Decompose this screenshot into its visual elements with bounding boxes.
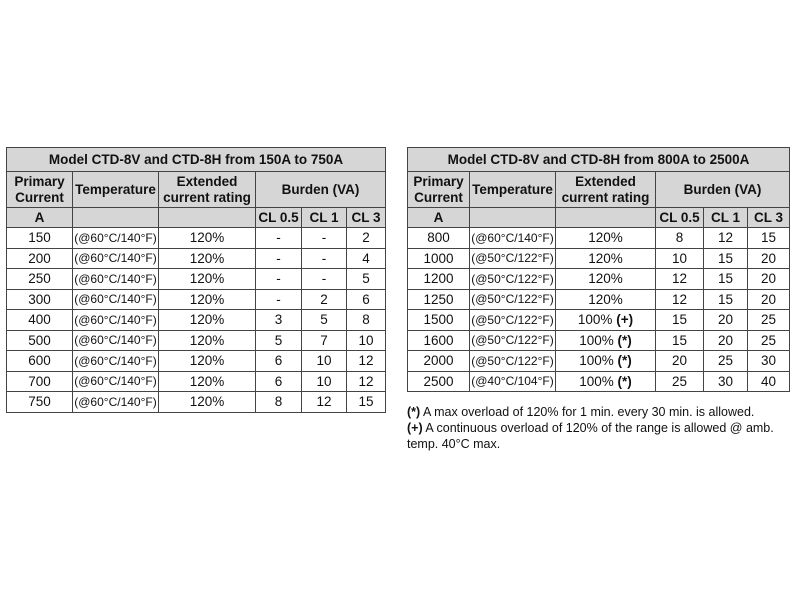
table-title: Model CTD-8V and CTD-8H from 150A to 750A <box>7 148 386 172</box>
extended-rating-cell <box>556 310 656 331</box>
header-line: Extended <box>575 173 636 189</box>
rating-value: 120% <box>588 250 623 266</box>
burden-cl3-cell: 30 <box>748 351 790 372</box>
burden-cl3-cell: 6 <box>347 289 386 310</box>
burden-cl05-cell: 20 <box>656 351 704 372</box>
footnote <box>407 420 792 452</box>
burden-cl05-cell: 15 <box>656 330 704 351</box>
header-line: Current <box>15 189 64 205</box>
temperature-header: Temperature <box>470 172 556 208</box>
extended-rating-cell <box>159 289 256 310</box>
table-row <box>408 248 790 269</box>
temperature-cell: (@50°C/122°F) <box>470 248 556 269</box>
blank-header <box>470 208 556 228</box>
burden-cl1-cell: 5 <box>302 310 347 331</box>
burden-cl1-cell: 25 <box>704 351 748 372</box>
burden-cl3-cell: 2 <box>347 228 386 249</box>
table-body <box>7 228 386 413</box>
burden-cl3-cell: 4 <box>347 248 386 269</box>
rating-value: 120% <box>588 271 623 287</box>
primary-current-cell: 2000 <box>408 351 470 372</box>
rating-value: 100% <box>577 312 613 328</box>
primary-current-cell: 1200 <box>408 269 470 290</box>
extended-rating-cell <box>159 248 256 269</box>
burden-cl05-cell: 6 <box>256 351 302 372</box>
rating-mark: (+) <box>616 312 634 328</box>
burden-cl05-cell: 25 <box>656 371 704 392</box>
header-line: Current <box>414 189 463 205</box>
burden-cl05-cell: 3 <box>256 310 302 331</box>
rating-value: 120% <box>189 394 225 410</box>
table-row <box>7 269 386 290</box>
table-row <box>7 248 386 269</box>
table-title: Model CTD-8V and CTD-8H from 800A to 2500A <box>408 148 790 172</box>
table-row <box>7 310 386 331</box>
burden-cl1-cell: 15 <box>704 269 748 290</box>
table-row <box>408 351 790 372</box>
temperature-cell: (@60°C/140°F) <box>73 289 159 310</box>
burden-header: Burden (VA) <box>656 172 790 208</box>
burden-cl3-cell: 20 <box>748 269 790 290</box>
burden-cl1-cell: 15 <box>704 248 748 269</box>
table-row <box>7 330 386 351</box>
extended-rating-cell <box>159 228 256 249</box>
extended-rating-cell <box>556 248 656 269</box>
spec-table-150-750 <box>6 147 386 413</box>
burden-cl05-cell: 12 <box>656 269 704 290</box>
rating-value: 120% <box>189 271 225 287</box>
extended-rating-cell <box>556 371 656 392</box>
burden-cl3-cell: 8 <box>347 310 386 331</box>
temperature-cell: (@60°C/140°F) <box>73 310 159 331</box>
extended-rating-cell <box>556 330 656 351</box>
unit-header: A <box>408 208 470 228</box>
burden-cl05-cell: 12 <box>656 289 704 310</box>
burden-cl05-cell: - <box>256 289 302 310</box>
primary-current-cell: 1600 <box>408 330 470 351</box>
primary-current-cell: 800 <box>408 228 470 249</box>
extended-rating-cell <box>556 269 656 290</box>
rating-value: 120% <box>189 291 225 307</box>
blank-header <box>73 208 159 228</box>
burden-cl3-cell: 12 <box>347 351 386 372</box>
cl05-header: CL 0.5 <box>656 208 704 228</box>
primary-current-cell: 200 <box>7 248 73 269</box>
header-line: current rating <box>561 189 650 205</box>
temperature-cell: (@50°C/122°F) <box>470 330 556 351</box>
burden-cl1-cell: 2 <box>302 289 347 310</box>
table-row <box>7 228 386 249</box>
blank-header <box>556 208 656 228</box>
burden-cl05-cell: 15 <box>656 310 704 331</box>
burden-cl1-cell: - <box>302 248 347 269</box>
temperature-cell: (@60°C/140°F) <box>73 248 159 269</box>
burden-cl1-cell: 20 <box>704 330 748 351</box>
table-body <box>408 228 790 392</box>
burden-cl1-cell: 10 <box>302 351 347 372</box>
primary-current-cell: 300 <box>7 289 73 310</box>
cl05-header: CL 0.5 <box>256 208 302 228</box>
footnotes <box>407 404 792 452</box>
header-line: Extended <box>176 173 238 189</box>
primary-current-cell: 2500 <box>408 371 470 392</box>
unit-header: A <box>7 208 73 228</box>
cl1-header: CL 1 <box>302 208 347 228</box>
rating-mark: (*) <box>617 332 632 348</box>
rating-value: 120% <box>588 291 623 307</box>
burden-cl1-cell: 12 <box>302 392 347 413</box>
burden-cl05-cell: 10 <box>656 248 704 269</box>
temperature-header: Temperature <box>73 172 159 208</box>
burden-cl05-cell: 8 <box>256 392 302 413</box>
rating-value: 120% <box>189 312 225 328</box>
burden-cl05-cell: 5 <box>256 330 302 351</box>
extended-rating-cell <box>556 289 656 310</box>
temperature-cell: (@50°C/122°F) <box>470 269 556 290</box>
burden-cl05-cell: - <box>256 228 302 249</box>
rating-value: 100% <box>579 332 614 348</box>
rating-value: 120% <box>189 250 225 266</box>
rating-mark: (*) <box>617 373 632 389</box>
burden-cl3-cell: 25 <box>748 310 790 331</box>
burden-cl3-cell: 15 <box>347 392 386 413</box>
primary-current-cell: 250 <box>7 269 73 290</box>
rating-value: 120% <box>189 353 225 369</box>
temperature-cell: (@50°C/122°F) <box>470 310 556 331</box>
table-row <box>408 330 790 351</box>
burden-cl3-cell: 15 <box>748 228 790 249</box>
table-row <box>7 392 386 413</box>
header-line: current rating <box>163 189 251 205</box>
burden-cl3-cell: 12 <box>347 371 386 392</box>
burden-cl1-cell: 15 <box>704 289 748 310</box>
cl3-header: CL 3 <box>347 208 386 228</box>
extended-rating-cell <box>159 330 256 351</box>
primary-current-cell: 1500 <box>408 310 470 331</box>
burden-cl05-cell: - <box>256 248 302 269</box>
primary-current-cell: 500 <box>7 330 73 351</box>
burden-cl1-cell: 12 <box>704 228 748 249</box>
temperature-cell: (@60°C/140°F) <box>73 392 159 413</box>
table-row <box>408 310 790 331</box>
primary-current-cell: 400 <box>7 310 73 331</box>
temperature-cell: (@50°C/122°F) <box>470 289 556 310</box>
primary-current-cell: 750 <box>7 392 73 413</box>
table-row <box>408 269 790 290</box>
primary-current-cell: 150 <box>7 228 73 249</box>
footnote <box>407 404 792 420</box>
blank-header <box>159 208 256 228</box>
table-row <box>408 228 790 249</box>
temperature-cell: (@40°C/104°F) <box>470 371 556 392</box>
burden-cl1-cell: 7 <box>302 330 347 351</box>
burden-cl1-cell: - <box>302 228 347 249</box>
rating-mark: (*) <box>617 353 632 369</box>
extended-rating-header <box>159 172 256 208</box>
table-row <box>7 289 386 310</box>
extended-rating-cell <box>159 351 256 372</box>
burden-cl05-cell: 8 <box>656 228 704 249</box>
extended-rating-header <box>556 172 656 208</box>
table-row <box>7 351 386 372</box>
extended-rating-cell <box>556 351 656 372</box>
footnote-mark: (*) <box>407 405 421 419</box>
burden-cl3-cell: 10 <box>347 330 386 351</box>
burden-cl05-cell: 6 <box>256 371 302 392</box>
cl1-header: CL 1 <box>704 208 748 228</box>
temperature-cell: (@50°C/122°F) <box>470 351 556 372</box>
temperature-cell: (@60°C/140°F) <box>73 351 159 372</box>
rating-value: 120% <box>189 230 225 246</box>
extended-rating-cell <box>159 371 256 392</box>
primary-current-cell: 600 <box>7 351 73 372</box>
cl3-header: CL 3 <box>748 208 790 228</box>
temperature-cell: (@60°C/140°F) <box>73 228 159 249</box>
header-line: Primary <box>413 173 464 189</box>
burden-cl05-cell: - <box>256 269 302 290</box>
rating-value: 120% <box>189 373 225 389</box>
primary-current-cell: 1250 <box>408 289 470 310</box>
burden-cl3-cell: 20 <box>748 248 790 269</box>
rating-value: 120% <box>189 332 225 348</box>
extended-rating-cell <box>159 310 256 331</box>
footnote-mark: (+) <box>407 421 423 435</box>
temperature-cell: (@60°C/140°F) <box>470 228 556 249</box>
burden-cl1-cell: 10 <box>302 371 347 392</box>
primary-current-header <box>408 172 470 208</box>
rating-value: 100% <box>579 373 614 389</box>
burden-cl1-cell: 30 <box>704 371 748 392</box>
burden-cl1-cell: 20 <box>704 310 748 331</box>
header-line: Primary <box>14 173 65 189</box>
burden-cl1-cell: - <box>302 269 347 290</box>
burden-header: Burden (VA) <box>256 172 386 208</box>
rating-value: 120% <box>588 230 623 246</box>
spec-table-800-2500 <box>407 147 790 392</box>
extended-rating-cell <box>159 269 256 290</box>
temperature-cell: (@60°C/140°F) <box>73 269 159 290</box>
primary-current-header <box>7 172 73 208</box>
footnote-text: A continuous overload of 120% of the range is allowed @ amb. temp. 40°C max. <box>407 421 774 451</box>
temperature-cell: (@60°C/140°F) <box>73 371 159 392</box>
primary-current-cell: 1000 <box>408 248 470 269</box>
table-row <box>408 289 790 310</box>
footnote-text: A max overload of 120% for 1 min. every 30 min. is allowed. <box>420 405 755 419</box>
table-row <box>408 371 790 392</box>
extended-rating-cell <box>556 228 656 249</box>
table-row <box>7 371 386 392</box>
primary-current-cell: 700 <box>7 371 73 392</box>
temperature-cell: (@60°C/140°F) <box>73 330 159 351</box>
rating-value: 100% <box>579 353 614 369</box>
extended-rating-cell <box>159 392 256 413</box>
burden-cl3-cell: 40 <box>748 371 790 392</box>
burden-cl3-cell: 20 <box>748 289 790 310</box>
burden-cl3-cell: 25 <box>748 330 790 351</box>
burden-cl3-cell: 5 <box>347 269 386 290</box>
